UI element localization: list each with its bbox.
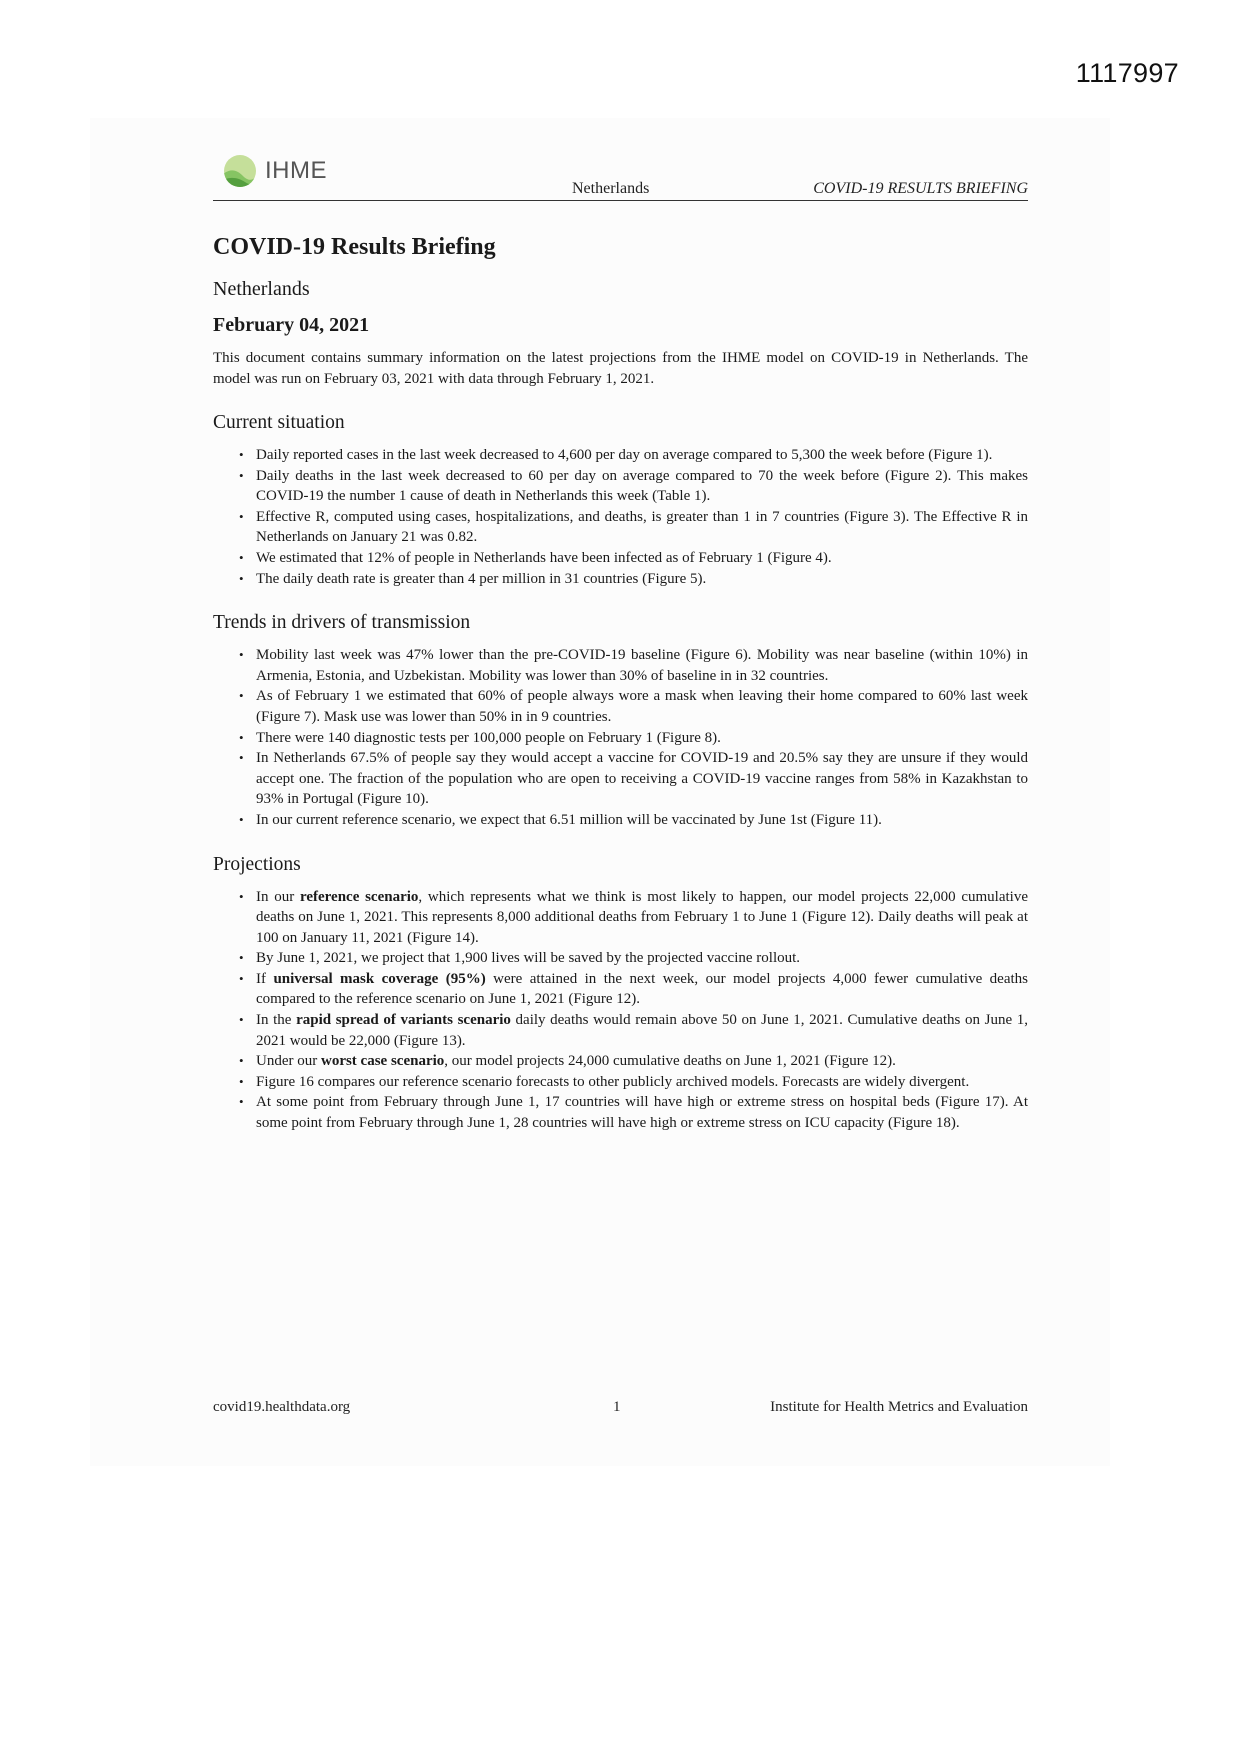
bullet-item <box>256 810 1028 831</box>
bullet-text: If <box>256 970 274 987</box>
bullet-text: At some point from February through June 1, 17 countries will have high or extreme stress on hospital beds (Figure 17). At some point from February through June 1, 28 countries will have high or extreme stress on ICU capacity (Figure 18). <box>256 1094 1028 1132</box>
bullet-text: Daily deaths in the last week decreased to 60 per day on average compared to 70 the week before (Figure 2). This makes COVID-19 the number 1 cause of death in Netherlands this week (Table 1). <box>256 467 1028 505</box>
bold-term: worst case scenario <box>320 1053 445 1070</box>
bullet-item <box>256 1051 1028 1072</box>
header-running-title: COVID-19 RESULTS BRIEFING <box>813 180 1028 197</box>
bullet-text: The daily death rate is greater than 4 per million in 31 countries (Figure 5). <box>256 570 707 587</box>
bullet-text: In our <box>256 888 300 905</box>
page-header <box>213 150 1028 201</box>
bullet-text: There were 140 diagnostic tests per 100,000 people on February 1 (Figure 8). <box>256 729 721 746</box>
bullet-text: Under our <box>256 1053 321 1070</box>
bullet-text: Daily reported cases in the last week decreased to 4,600 per day on average compared to 5,300 the week before (Figure 1). <box>256 447 993 463</box>
bullet-item <box>256 548 1028 569</box>
header-country: Netherlands <box>572 180 650 197</box>
country-subtitle: Netherlands <box>213 278 310 300</box>
bullet-text: , our model projects 24,000 cumulative deaths on June 1, 2021 (Figure 12). <box>444 1053 896 1070</box>
bold-term: rapid spread of variants scenario <box>296 1012 511 1029</box>
bullet-text: Mobility last week was 47% lower than the pre-COVID-19 baseline (Figure 6). Mobility was near baseline (within 10%) in Armenia, Estonia, and Uzbekistan. Mobility was lower than 30% of baseline in in 32 countries. <box>256 647 1028 684</box>
section-trends-transmission <box>213 611 1028 830</box>
bullet-text: In our current reference scenario, we expect that 6.51 million will be vaccinated by June 1st (Figure 11). <box>256 811 882 828</box>
bullet-item <box>256 466 1028 507</box>
bullet-list <box>213 445 1028 589</box>
bold-term: universal mask coverage (95%) <box>273 970 486 987</box>
bold-term: reference scenario <box>299 888 419 905</box>
document-title: COVID-19 Results Briefing <box>213 234 496 260</box>
ihme-logo <box>223 154 327 188</box>
bullet-item <box>256 887 1028 949</box>
bullet-text: Effective R, computed using cases, hospitalizations, and deaths, is greater than 1 in 7 countries (Figure 3). The Effective R in Netherlands on January 21 was 0.82. <box>256 508 1028 546</box>
page-number: 1 <box>613 1399 621 1415</box>
bullet-text: daily deaths would remain above 50 on June 1, 2021. Cumulative deaths on June 1, 2021 would be 22,000 (Figure 13). <box>256 1012 1028 1049</box>
footer-website-link[interactable]: covid19.healthdata.org <box>213 1399 351 1415</box>
bullet-item <box>256 445 1028 466</box>
document-id: 1117997 <box>1075 58 1179 88</box>
footer-institution: Institute for Health Metrics and Evaluation <box>770 1399 1028 1415</box>
bullet-text: As of February 1 we estimated that 60% of people always wore a mask when leaving their home compared to 60% last week (Figure 7). Mask use was lower than 50% in in 9 countries. <box>256 688 1028 725</box>
logo-text: IHME <box>265 157 327 184</box>
bullet-item <box>256 948 1028 969</box>
section-projections <box>213 853 1028 1134</box>
bullet-item <box>256 748 1028 810</box>
bullet-item <box>256 686 1028 727</box>
bullet-item <box>256 728 1028 749</box>
bullet-item <box>256 1072 1028 1093</box>
bullet-text: , which represents what we think is most likely to happen, our model projects 22,000 cumulative deaths on June 1, 2021. This represents 8,000 additional deaths from February 1 to June 1 (Figure 12). Daily deaths will peak at 100 on January 11, 2021 (Figure 14). <box>256 888 1028 946</box>
section-heading: Current situation <box>213 412 345 433</box>
section-heading: Projections <box>213 853 301 875</box>
document-body <box>213 232 1028 1156</box>
bullet-text: We estimated that 12% of people in Netherlands have been infected as of February 1 (Figure 4). <box>256 549 832 566</box>
bullet-list <box>213 887 1028 1134</box>
ihme-leaf-icon <box>223 154 257 188</box>
bullet-list <box>213 645 1028 830</box>
bullet-text: In the <box>256 1012 297 1029</box>
bullet-text: In Netherlands 67.5% of people say they would accept a vaccine for COVID-19 and 20.5% say they are unsure if they would accept one. The fraction of the population who are open to receiving a COVID-19 vaccine ranges from 58% in Kazakhstan to 93% in Portugal (Figure 10). <box>256 750 1028 808</box>
bullet-text: By June 1, 2021, we project that 1,900 lives will be saved by the projected vaccine rollout. <box>256 950 801 967</box>
section-current-situation <box>213 411 1028 589</box>
section-heading: Trends in drivers of transmission <box>213 612 471 634</box>
bullet-item <box>256 969 1028 1010</box>
bullet-item <box>256 645 1028 686</box>
bullet-text: were attained in the next week, our model projects 4,000 fewer cumulative deaths compared to the reference scenario on June 1, 2021 (Figure 12). <box>256 970 1029 1008</box>
bullet-item <box>256 1010 1028 1051</box>
bullet-item <box>256 1092 1028 1133</box>
bullet-text: Figure 16 compares our reference scenario forecasts to other publicly archived models. Forecasts are widely divergent. <box>256 1073 970 1090</box>
intro-paragraph: This document contains summary information on the latest projections from the IHME model on COVID-19 in Netherlands. The model was run on February 03, 2021 with data through February 1, 2021. <box>213 350 1028 387</box>
bullet-item <box>256 507 1028 548</box>
bullet-item <box>256 569 1028 590</box>
briefing-date: February 04, 2021 <box>213 314 370 336</box>
